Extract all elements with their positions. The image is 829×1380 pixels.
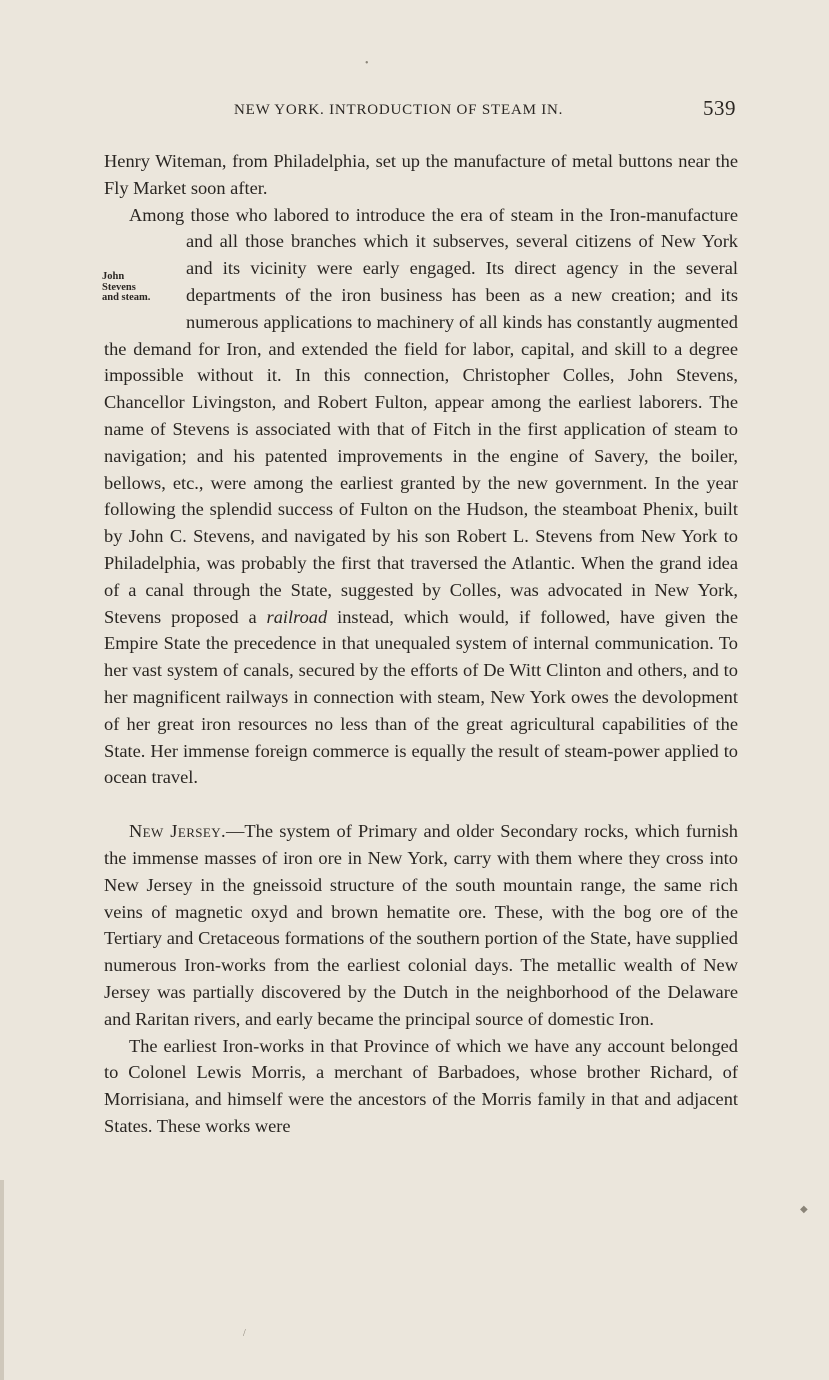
paragraph-3 <box>104 818 738 1032</box>
paragraph-2-end: instead, which would, if followed, have given the Empire State the precedence in that unequaled system of internal communication. To her vast system of canals, secured by the efforts of De Witt Clinton and others, and to her magnificent railways in connection with steam, New York owes the devolopment of her great iron resources no less than of the great agricultural capabilities of the State. Her immense foreign commerce is equally the result of steam-power applied to ocean travel. <box>104 606 738 788</box>
running-title: NEW YORK. INTRODUCTION OF STEAM IN. <box>234 102 564 118</box>
paragraph-2-start: Among those who labored to introduce the era of steam in the Iron-manufacture and all those branches which it subserves, several <box>129 204 738 252</box>
paragraph-3-body: —The system of Primary and older Secondary rocks, which furnish the immense masses of iron ore in New York, carry with them where they cross into New Jersey in the gneissoid structure of the south mountain range, the same rich veins of magnetic oxyd and brown hematite ore. These, with the bog ore of the Tertiary and Cretaceous formations of the southern portion of the State, have supplied numerous Iron-works from the earliest colonial days. The metallic wealth of New Jersey was partially discovered by the Dutch in the neighborhood of the Delaware and Raritan rivers, and early became the principal source of domestic Iron. <box>104 821 738 1029</box>
margin-note-line: John <box>102 271 125 282</box>
running-header <box>104 96 736 126</box>
paragraph-1: Henry Witeman, from Philadelphia, set up the manufacture of metal buttons near the Fly Market soon after. <box>104 151 738 198</box>
paragraph-2-body: citizens of New York and its vicinity were early engaged. Its direct agency in the several departments of the iron business has been as a new creation; and its numerous applications to machinery of all kinds has constantly augmented the demand for Iron, and extended the field for labor, capital, and skill to a degree impossible without it. In this connection, Christopher Colles, John Stevens, Chancellor Livingston, and Robert Fulton, appear among the earliest laborers. The name of Stevens is associated with that of Fitch in the first application of steam to navigation; and his patented improvements in the engine of Savery, the boiler, bellows, etc., were among the earliest granted by the new government. In the year following the splendid success of Fulton on the Hudson, the steamboat Phenix, built by John C. Stevens, and navigated by his son Robert L. Stevens from New York to Philadelphia, was probably the first that traversed the Atlantic. When the grand idea of a canal through the State, suggested by Colles, was advocated in New York, Stevens proposed a <box>104 231 739 627</box>
page-edge-shadow <box>0 1180 4 1380</box>
italic-word: railroad <box>266 606 328 627</box>
paper-speck: ◆ <box>800 1204 808 1215</box>
page-number: 539 <box>703 96 736 120</box>
margin-note-line: and steam. <box>102 292 151 303</box>
margin-note-spacer <box>104 228 186 309</box>
paper-speck: / <box>243 1328 246 1339</box>
margin-note-line: Stevens <box>102 281 136 293</box>
paragraph-4: The earliest Iron-works in that Province of which we have any account belonged to Colonel Lewis Morris, a merchant of Barbadoes, whose brother Richard, of Morrisiana, and himself were the ancestors of the Morris family in that and adjacent States. These works were <box>104 1035 738 1136</box>
body-text <box>104 148 738 1140</box>
section-heading: New Jersey. <box>129 821 227 842</box>
paper-speck: • <box>365 58 369 69</box>
paragraph-2 <box>104 202 738 792</box>
